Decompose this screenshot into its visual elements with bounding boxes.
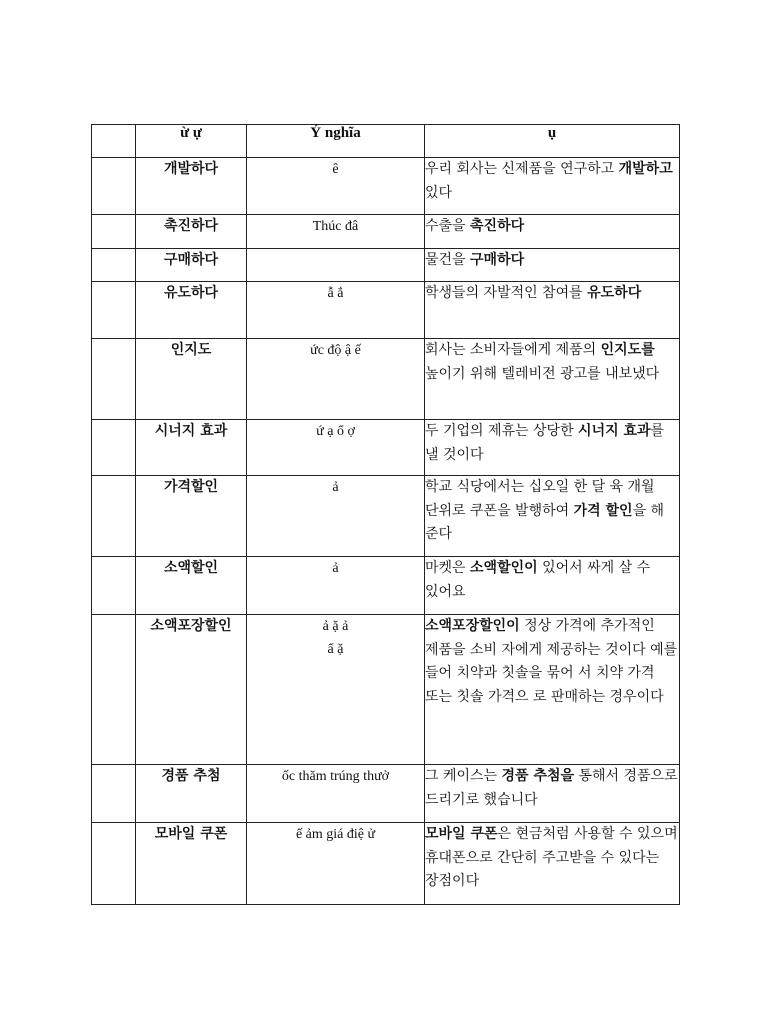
vocabulary-word: 인지도 — [136, 339, 247, 420]
example-sentence — [425, 557, 680, 615]
header-example: ụ — [425, 125, 680, 158]
vocabulary-word: 구매하다 — [136, 249, 247, 282]
row-number-cell — [92, 215, 136, 249]
word-meaning: ế ảm giá điệ ử — [247, 823, 425, 905]
example-highlight: 모바일 쿠폰 — [425, 826, 498, 842]
header-vocabulary: ừ ự — [136, 125, 247, 158]
example-text: 학생들의 자발적인 참여를 — [425, 285, 588, 301]
table-row — [92, 249, 680, 282]
table-row — [92, 615, 680, 765]
table-header-row — [92, 125, 680, 158]
table-row — [92, 215, 680, 249]
example-sentence — [425, 765, 680, 823]
header-number — [92, 125, 136, 158]
header-meaning: Ý nghĩa — [247, 125, 425, 158]
word-meaning: ả — [247, 476, 425, 557]
example-text: 우리 회사는 신제품을 연구하고 — [425, 161, 619, 177]
row-number-cell — [92, 249, 136, 282]
example-text: 두 기업의 제휴는 상당한 — [425, 423, 579, 439]
example-text: 회사는 소비자들에게 제품의 — [425, 342, 601, 358]
example-text: 를 낼 것이다 — [425, 423, 665, 463]
example-text: 정상 가격에 추가적인 제품을 소비 자에게 제공하는 것이다 예를 들어 치약과 칫솔을 묶어 서 치약 가격 또는 칫솔 가격으 로 판매하는 경우이다 — [425, 618, 678, 705]
row-number-cell — [92, 282, 136, 339]
example-sentence — [425, 476, 680, 557]
table-row — [92, 282, 680, 339]
example-sentence — [425, 615, 680, 765]
example-highlight: 소액포장할인이 — [425, 618, 520, 634]
example-text: 수출을 — [425, 218, 471, 234]
table-row — [92, 476, 680, 557]
example-highlight: 촉진하다 — [470, 218, 525, 234]
example-text: 높이기 위해 텔레비전 광고를 내보냈다 — [425, 365, 660, 382]
example-sentence — [425, 282, 680, 339]
example-highlight: 유도하다 — [587, 285, 642, 301]
word-meaning: ứ ạ ổ ợ — [247, 420, 425, 476]
word-meaning: Thúc đâ — [247, 215, 425, 249]
row-number-cell — [92, 476, 136, 557]
word-meaning: ê — [247, 158, 425, 215]
table-row — [92, 765, 680, 823]
example-text: 그 케이스는 — [425, 768, 502, 784]
example-sentence — [425, 249, 680, 282]
word-meaning: ức độ ậ ế — [247, 339, 425, 420]
vocabulary-word: 시너지 효과 — [136, 420, 247, 476]
row-number-cell — [92, 765, 136, 823]
example-highlight: 가격 할인 — [573, 502, 633, 519]
word-meaning: ẫ ắ — [247, 282, 425, 339]
vocabulary-word: 촉진하다 — [136, 215, 247, 249]
example-highlight: 구매하다 — [470, 252, 525, 268]
row-number-cell — [92, 339, 136, 420]
vocabulary-word: 소액포장할인 — [136, 615, 247, 765]
table-row — [92, 557, 680, 615]
word-meaning — [247, 249, 425, 282]
example-text: 을 해 준다 — [425, 502, 665, 542]
example-text: 마켓은 — [425, 560, 471, 576]
vocabulary-word: 경품 추첨 — [136, 765, 247, 823]
example-text: 있어서 싸게 살 수 있어요 — [425, 560, 651, 600]
table-row — [92, 823, 680, 905]
example-sentence — [425, 420, 680, 476]
example-highlight: 개발하고 — [618, 161, 673, 177]
table-row — [92, 420, 680, 476]
row-number-cell — [92, 158, 136, 215]
vocabulary-word: 모바일 쿠폰 — [136, 823, 247, 905]
row-number-cell — [92, 557, 136, 615]
example-highlight: 인지도를 — [600, 342, 655, 358]
vocabulary-word: 유도하다 — [136, 282, 247, 339]
example-text: 학교 식당에서는 십오일 한 달 육 개월 단위로 쿠폰을 발행하여 — [425, 479, 655, 519]
vocabulary-table — [91, 124, 680, 905]
example-highlight: 소액할인이 — [470, 560, 538, 576]
vocabulary-word: 개발하다 — [136, 158, 247, 215]
word-meaning: ả ặ ả ẩ ặ — [247, 615, 425, 765]
example-sentence — [425, 158, 680, 215]
example-text: 있다 — [425, 184, 453, 201]
example-highlight: 경품 추첨을 — [501, 768, 575, 784]
example-sentence — [425, 215, 680, 249]
word-meaning: ả — [247, 557, 425, 615]
vocabulary-word: 가격할인 — [136, 476, 247, 557]
vocabulary-word: 소액할인 — [136, 557, 247, 615]
table-row — [92, 158, 680, 215]
example-text: 은 현금처럼 사용할 수 있으며 휴대폰으로 간단히 주고받을 수 있다는 장점이다 — [425, 826, 678, 889]
row-number-cell — [92, 823, 136, 905]
example-sentence — [425, 823, 680, 905]
example-text: 물건을 — [425, 252, 471, 268]
example-sentence — [425, 339, 680, 420]
row-number-cell — [92, 615, 136, 765]
word-meaning: ốc thăm trúng thưở — [247, 765, 425, 823]
table-row — [92, 339, 680, 420]
example-text: 통해서 경품으로 드리기로 했습니다 — [425, 768, 678, 808]
example-highlight: 시너지 효과 — [578, 423, 651, 439]
row-number-cell — [92, 420, 136, 476]
